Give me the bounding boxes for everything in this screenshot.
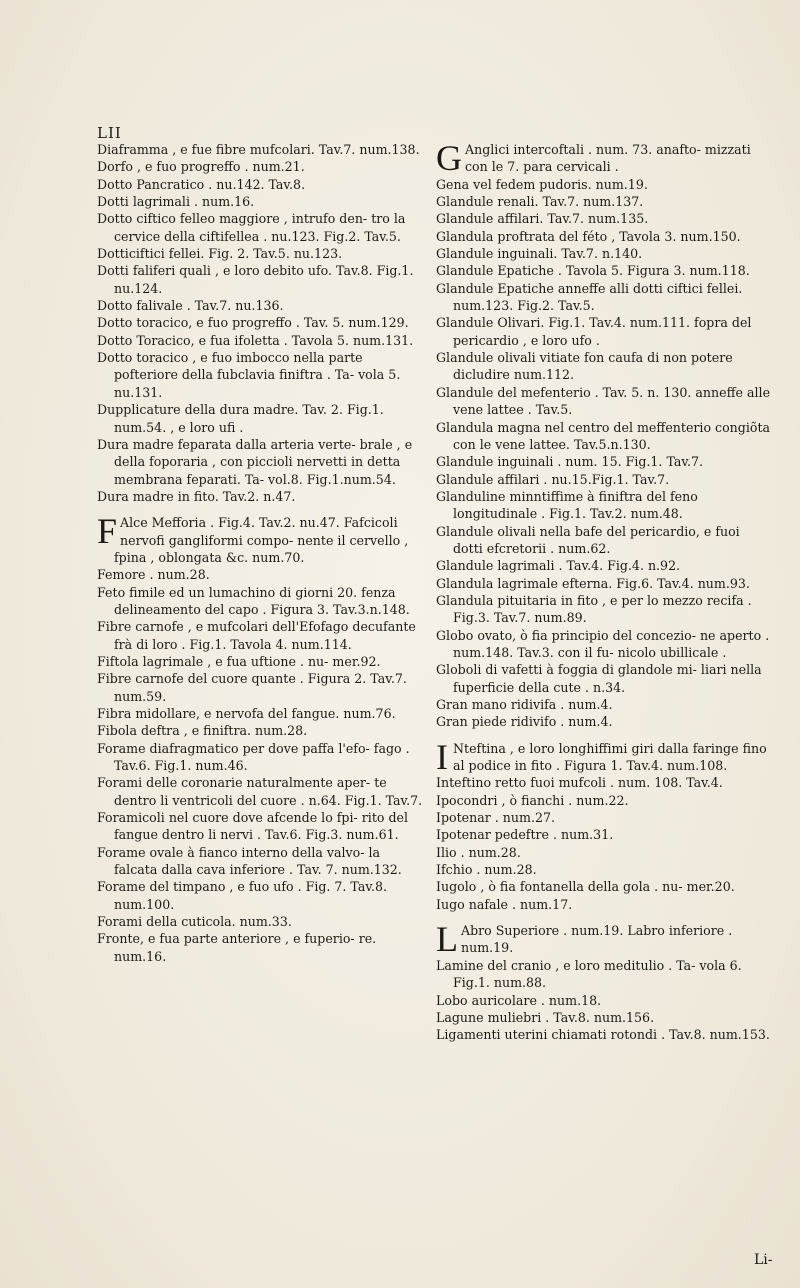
index-section-f	[97, 566, 427, 965]
drop-capital-g: G	[436, 138, 462, 178]
index-entry: Glandula magna nel centro del meffenterio congiõta con le vene lattee. Tav.5.n.130.	[436, 419, 771, 452]
index-section-g	[436, 176, 772, 731]
index-entry: Fronte, e fua parte anteriore , e fuperio- re. num.16.	[97, 931, 377, 964]
index-entry: Lamine del cranio , e loro meditulio . Ta- vola 6. Fig.1. num.88.	[436, 957, 742, 991]
index-entry: Lagune muliebri . Tav.8. num.156.	[436, 1009, 655, 1025]
page-number: LII	[97, 124, 122, 142]
drop-capital-l: L	[436, 919, 458, 960]
index-entry: Forame ovale à fianco interno della valvo- la falcata dalla cava inferiore . Tav. 7. num.132.	[97, 844, 402, 878]
index-entry: Glandule olivali vitiate fon caufa di non potere dicludire num.112.	[436, 350, 733, 383]
index-entry: Glandule Epatiche anneffe alli dotti ciftici fellei. num.123. Fig.2. Tav.5.	[436, 280, 743, 314]
index-entry: Dotti lagrimali . num.16.	[97, 194, 255, 210]
index-entry: Fibola deftra , e finiftra. num.28.	[97, 723, 308, 739]
entry-text: Anglici intercoftali . num. 73. anafto- mizzati con le 7. para cervicali .	[465, 142, 751, 175]
index-entry-l-first	[436, 919, 772, 960]
index-entry: Glandule del mefenterio . Tav. 5. n. 130. anneffe alle vene lattee . Tav.5.	[436, 384, 771, 418]
index-entry: Glandule inguinali . num. 15. Fig.1. Tav.7.	[436, 454, 704, 470]
catchword: Li-	[754, 1252, 773, 1268]
index-entry: Glandule affilari . nu.15.Fig.1. Tav.7.	[436, 471, 670, 487]
index-entry: Ipocondri , ò fianchi . num.22.	[436, 792, 629, 808]
index-entry: Ipotenar . num.27.	[436, 810, 555, 826]
index-entry: Dura madre in fito. Tav.2. n.47.	[97, 488, 296, 504]
entry-text: Nteftina , e loro longhiffimi giri dalla faringe fino al podice in fito . Figura 1. Tav.4. num.108.	[453, 740, 767, 774]
index-section-d	[97, 141, 427, 505]
index-entry: Feto fimile ed un lumachino di giorni 20. fenza delineamento del capo . Figura 3. Tav.3.n.148.	[97, 584, 410, 617]
index-entry: Dotto Toracico, e fua ifoletta . Tavola 5. num.131.	[97, 332, 414, 348]
index-entry: Femore . num.28.	[97, 567, 210, 583]
index-entry: Iugo nafale . num.17.	[436, 896, 573, 912]
index-entry: Globoli di vafetti à foggia di glandole mi- liari nella fuperficie della cute . n.34.	[436, 662, 762, 695]
index-entry: Gran mano ridivifa . num.4.	[436, 697, 613, 712]
index-entry: Glandule Epatiche . Tavola 5. Figura 3. num.118.	[436, 263, 750, 279]
index-entry: Dura madre feparata dalla arteria verte- brale , e della foporaria , con piccioli nervetti in detta membrana feparati. Ta- vol.8. Fig.1.num.54.	[97, 436, 413, 487]
index-entry: Forami delle coronarie naturalmente aper- te dentro li ventricoli del cuore . n.64. Fig.1. Tav.7.	[97, 775, 423, 808]
index-entry: Fibre carnofe , e mufcolari dell'Efofago decufante frà di loro . Fig.1. Tavola 4. num.114.	[97, 619, 416, 652]
index-entry: Dotto falivale . Tav.7. nu.136.	[97, 298, 284, 314]
right-column	[436, 138, 772, 1044]
index-entry: Glandule lagrimali . Tav.4. Fig.4. n.92.	[436, 558, 681, 574]
index-entry: Fiftola lagrimale , e fua uftione . nu- mer.92.	[97, 653, 381, 669]
drop-capital-f: F	[97, 511, 118, 552]
index-entry: Forame diafragmatico per dove paffa l'efo- fago . Tav.6. Fig.1. num.46.	[97, 740, 410, 774]
index-entry: Lobo auricolare . num.18.	[436, 992, 602, 1008]
index-entry-f-first	[97, 511, 427, 566]
index-entry: Fibra midollare, e nervofa del fangue. num.76.	[97, 706, 396, 721]
index-entry-i-first	[436, 736, 772, 777]
index-entry: Glandule Olivari. Fig.1. Tav.4. num.111. fopra del pericardio , e loro ufo .	[436, 315, 752, 348]
index-section-l	[436, 957, 772, 1044]
index-entry: Dotti faliferi quali , e loro debito ufo. Tav.8. Fig.1. nu.124.	[97, 263, 414, 296]
index-entry: Gena vel fedem pudoris. num.19.	[436, 176, 648, 192]
index-entry: Gran piede ridivifo . num.4.	[436, 714, 613, 730]
index-entry: Inteftino retto fuoi mufcoli . num. 108. Tav.4.	[436, 775, 723, 791]
index-entry: Dotticiftici fellei. Fig. 2. Tav.5. nu.123.	[97, 246, 343, 262]
index-entry: Ilio . num.28.	[436, 844, 521, 860]
index-entry: Glandule affilari. Tav.7. num.135.	[436, 211, 649, 227]
drop-capital-i: I	[436, 736, 448, 777]
index-entry: Fibre carnofe del cuore quante . Figura 2. Tav.7. num.59.	[97, 671, 407, 704]
index-entry: Glandula lagrimale efterna. Fig.6. Tav.4. num.93.	[436, 575, 750, 591]
index-entry-g-first	[436, 138, 772, 178]
index-entry: Forame del timpano , e fuo ufo . Fig. 7. Tav.8. num.100.	[97, 879, 388, 912]
index-entry: Dupplicature della dura madre. Tav. 2. Fig.1. num.54. , e loro ufi .	[97, 402, 384, 435]
index-entry: Dotto ciftico felleo maggiore , intrufo den- tro la cervice della ciftifellea . nu.123. Fig.2. Tav.5.	[97, 211, 406, 244]
index-entry: Globo ovato, ò fia principio del concezio- ne aperto . num.148. Tav.3. con il fu- nicolo ubillicale .	[436, 627, 770, 660]
index-entry: Glandule inguinali. Tav.7. n.140.	[436, 246, 643, 262]
index-section-i	[436, 774, 772, 913]
index-entry: Dorfo , e fuo progreffo . num.21.	[97, 159, 305, 175]
index-entry: Diaframma , e fue fibre mufcolari. Tav.7. num.138.	[97, 142, 420, 157]
index-entry: Dotto toracico , e fuo imbocco nella parte pofteriore della fubclavia finiftra . Ta- vola 5. nu.131.	[97, 350, 401, 400]
index-entry: Glandula proftrata del féto , Tavola 3. num.150.	[436, 228, 741, 244]
index-entry: Glandule olivali nella bafe del pericardio, e fuoi dotti efcretorii . num.62.	[436, 523, 740, 556]
index-entry: Ligamenti uterini chiamati rotondi . Tav.8. num.153.	[436, 1027, 770, 1043]
entry-text: Abro Superiore . num.19. Labro inferiore . num.19.	[461, 923, 733, 956]
left-column	[97, 141, 427, 965]
index-entry: Dotto toracico, e fuo progreffo . Tav. 5. num.129.	[97, 315, 409, 331]
index-entry: Glanduline minntiffime à finiftra del feno longitudinale . Fig.1. Tav.2. num.48.	[436, 488, 698, 522]
index-entry: Iugolo , ò fia fontanella della gola . nu- mer.20.	[436, 879, 735, 895]
index-entry: Glandule renali. Tav.7. num.137.	[436, 194, 644, 210]
index-entry: Dotto Pancratico . nu.142. Tav.8.	[97, 176, 306, 192]
index-entry: Forami della cuticola. num.33.	[97, 914, 292, 930]
index-entry: Glandula pituitaria in fito , e per lo mezzo recifa . Fig.3. Tav.7. num.89.	[436, 592, 752, 626]
index-entry: Ipotenar pedeftre . num.31.	[436, 827, 614, 843]
entry-text: Alce Mefforia . Fig.4. Tav.2. nu.47. Fafcicoli nervofi gangliformi compo- nente il cervello , fpina , oblongata &c. num.70.	[114, 515, 409, 565]
index-entry: Foramicoli nel cuore dove afcende lo fpi- rito del fangue dentro li nervi . Tav.6. Fig.3. num.61.	[97, 810, 409, 843]
index-entry: Ifchio . num.28.	[436, 862, 537, 878]
